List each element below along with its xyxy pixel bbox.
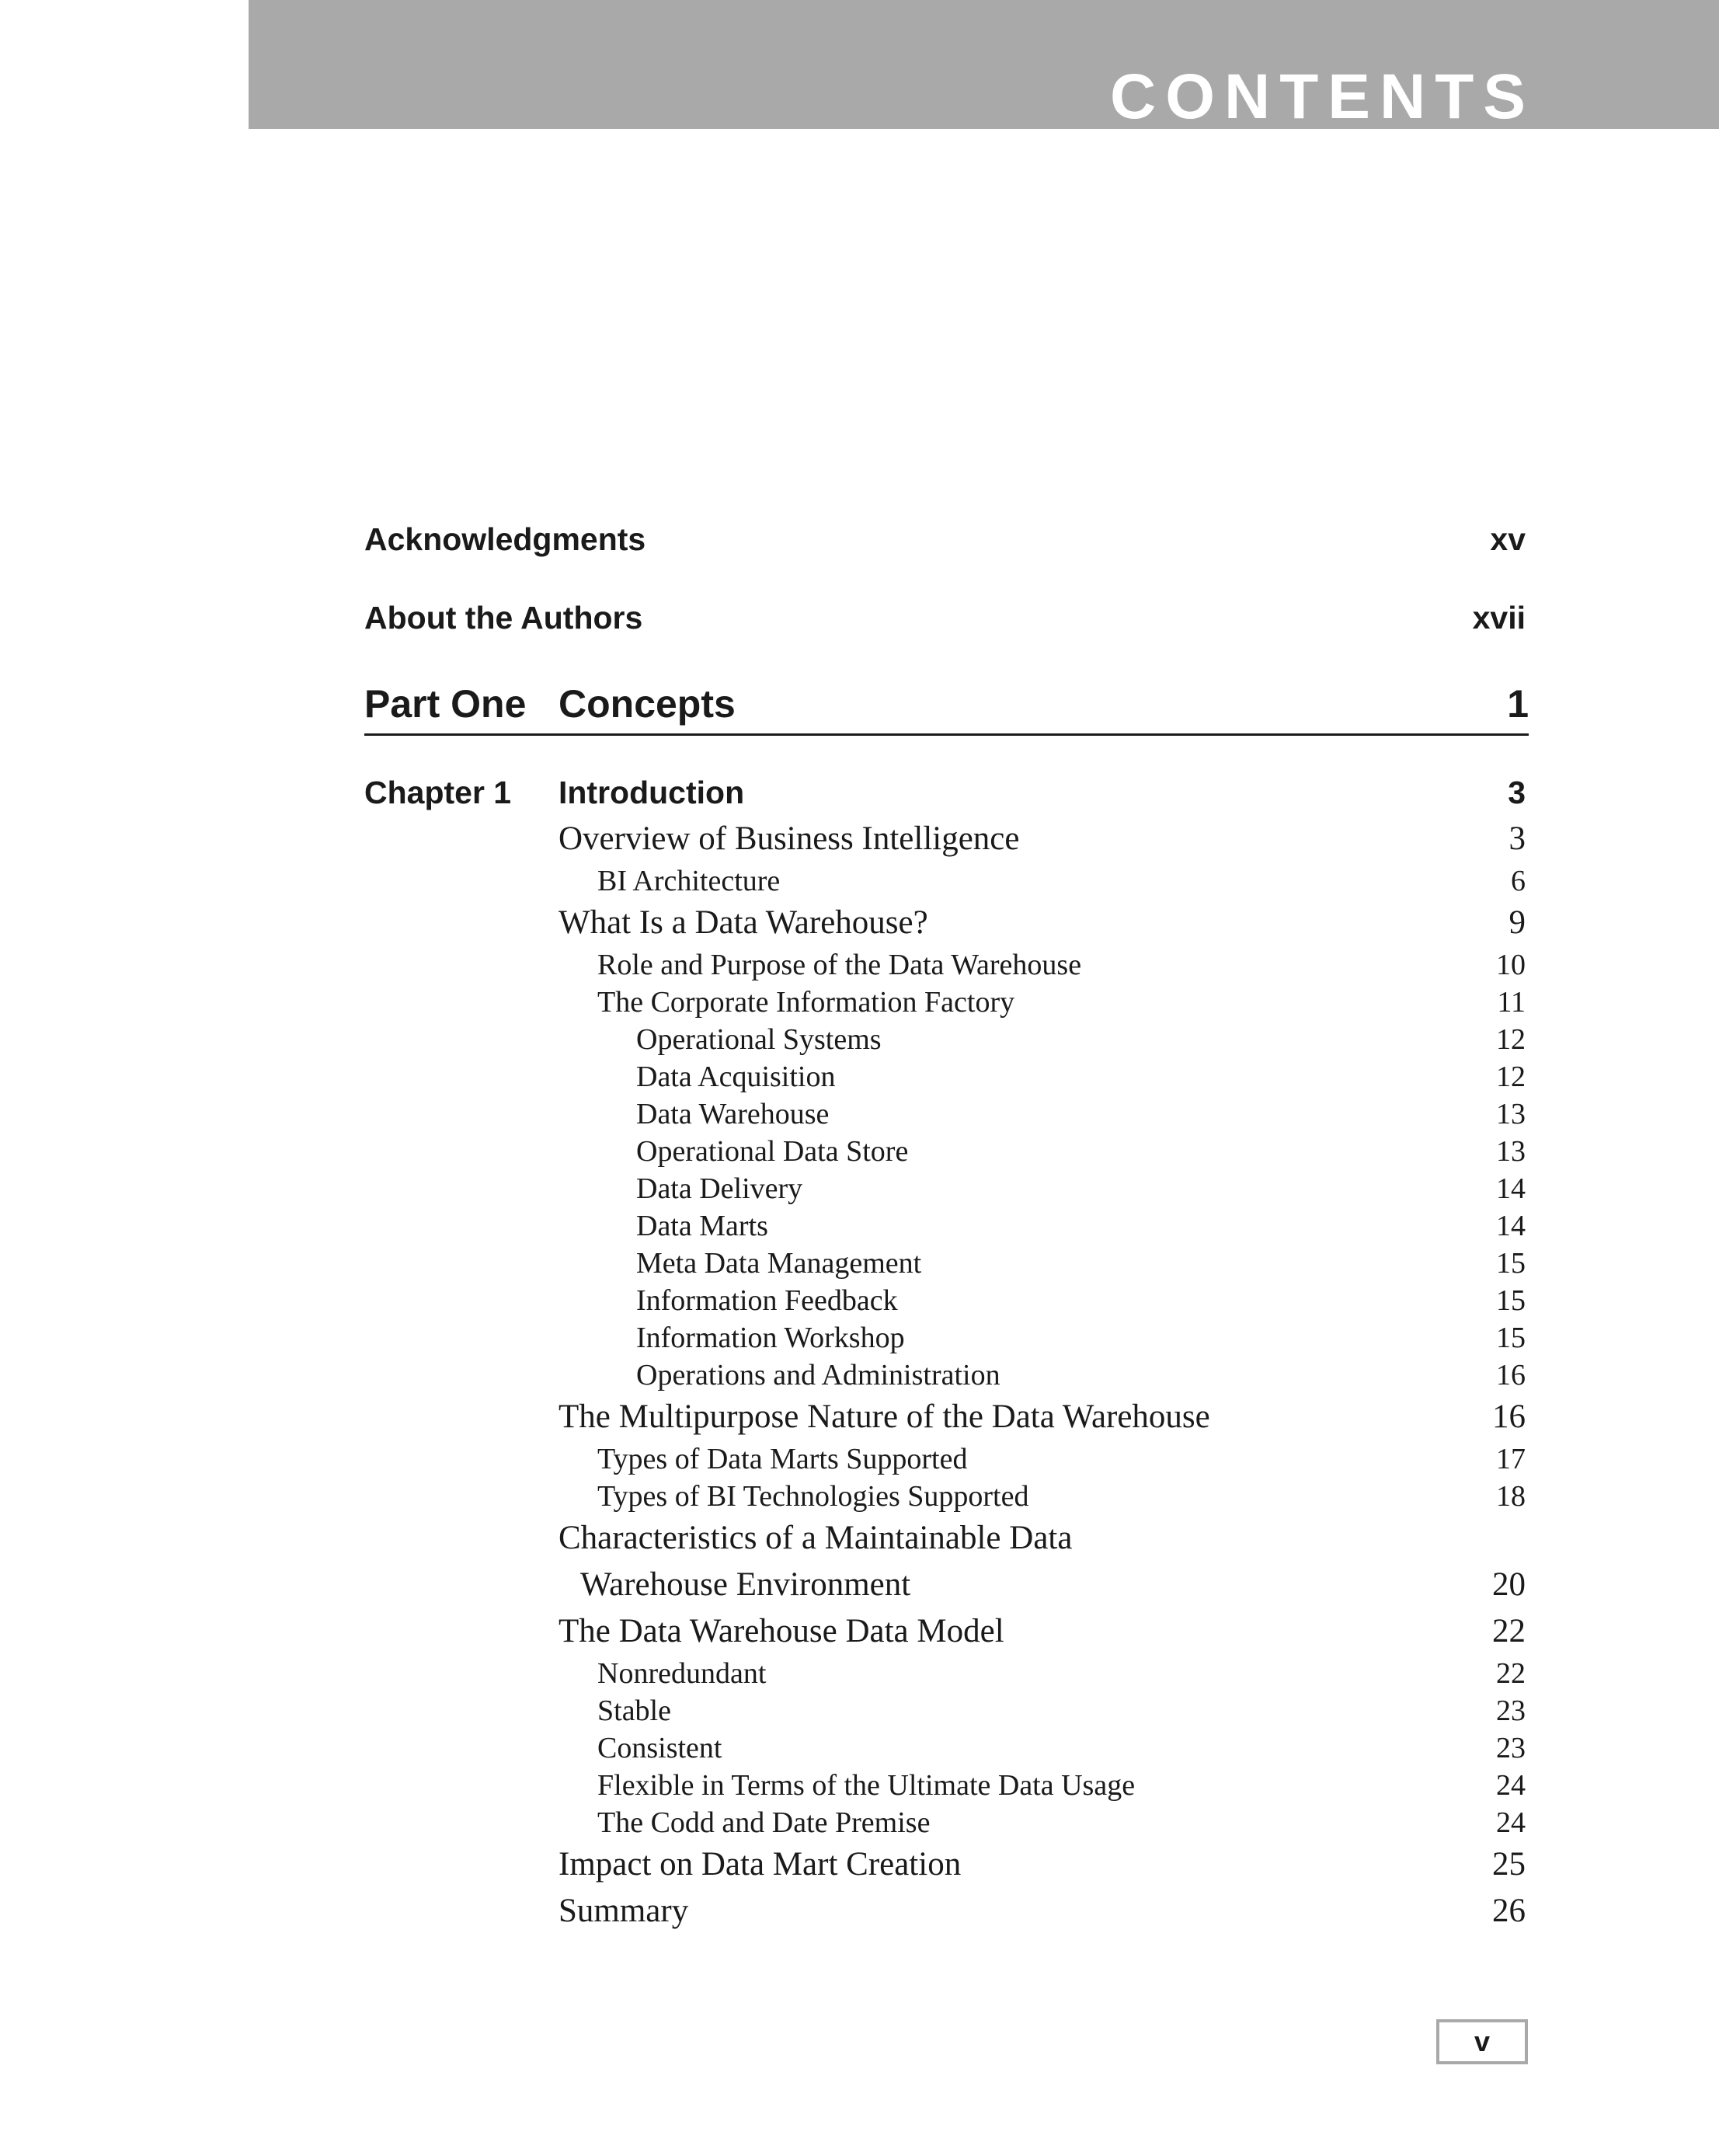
toc-entry-title: Types of Data Marts Supported — [597, 1443, 968, 1475]
part-title: Concepts — [559, 682, 736, 726]
toc-entry-page: 13 — [1496, 1098, 1526, 1130]
toc-entry-level-3[interactable] — [559, 1021, 1526, 1058]
toc-entry-title: Data Marts — [636, 1210, 768, 1242]
toc-entry-level-1[interactable] — [559, 1841, 1526, 1888]
toc-entry-level-1[interactable] — [559, 1515, 1526, 1608]
toc-entry-title: Data Warehouse — [636, 1098, 830, 1130]
toc-entry-page: 25 — [1492, 1846, 1526, 1883]
toc-entry-page: 24 — [1496, 1769, 1526, 1802]
toc-entry-page: 15 — [1496, 1322, 1526, 1354]
toc-entry-level-1[interactable] — [559, 816, 1526, 862]
toc-entry-level-2[interactable] — [559, 1804, 1526, 1841]
toc-entry-page: 23 — [1496, 1694, 1526, 1727]
toc-entries — [559, 816, 1526, 1935]
part-label: Part One — [364, 682, 527, 726]
toc-chapter-heading[interactable] — [364, 769, 1526, 816]
toc-entry-title: Meta Data Management — [636, 1247, 922, 1280]
toc-entry-page: 6 — [1511, 865, 1526, 897]
toc-entry-level-3[interactable] — [559, 1058, 1526, 1095]
toc-entry-title: Operational Systems — [636, 1023, 882, 1056]
toc-entry-title: Consistent — [597, 1732, 722, 1764]
chapter-title: Introduction — [559, 774, 745, 810]
front-matter-page: xvii — [1472, 599, 1526, 636]
front-matter-page: xv — [1490, 521, 1526, 557]
toc-part-heading[interactable] — [364, 674, 1529, 736]
toc-entry-page: 14 — [1496, 1210, 1526, 1242]
toc-entry-title: What Is a Data Warehouse? — [559, 904, 928, 941]
toc-entry-level-2[interactable] — [559, 1767, 1526, 1804]
toc-entry-level-1[interactable] — [559, 1394, 1526, 1440]
toc-entry-level-3[interactable] — [559, 1357, 1526, 1394]
toc-entry-title: Summary — [559, 1893, 689, 1929]
toc-entry-page: 12 — [1496, 1023, 1526, 1056]
toc-entry-level-2[interactable] — [559, 1692, 1526, 1729]
toc-entry-page: 10 — [1496, 949, 1526, 981]
toc-entry-level-3[interactable] — [559, 1319, 1526, 1357]
toc-entry-title: Operational Data Store — [636, 1135, 909, 1168]
toc-entry-title: The Data Warehouse Data Model — [559, 1613, 1004, 1649]
front-matter-title: Acknowledgments — [364, 521, 646, 557]
toc-entry-page: 22 — [1496, 1657, 1526, 1690]
chapter-label: Chapter 1 — [364, 774, 512, 810]
toc-front-matter-acknowledgments[interactable] — [364, 516, 1526, 563]
toc-entry-title-line: Characteristics of a Maintainable Data — [559, 1520, 1073, 1556]
page-number: v — [1474, 2025, 1491, 2057]
toc-entry-page: 15 — [1496, 1284, 1526, 1317]
toc-entry-page: 12 — [1496, 1061, 1526, 1093]
toc-entry-page: 13 — [1496, 1135, 1526, 1168]
toc-entry-level-3[interactable] — [559, 1095, 1526, 1133]
part-page: 1 — [1507, 682, 1529, 726]
toc-entry-level-1[interactable] — [559, 1608, 1526, 1655]
toc-entry-title: Types of BI Technologies Supported — [597, 1480, 1029, 1513]
page-title: CONTENTS — [1110, 61, 1535, 132]
toc-entry-title: Operations and Administration — [636, 1359, 1000, 1391]
toc-entry-level-3[interactable] — [559, 1245, 1526, 1282]
toc-entry-level-2[interactable] — [559, 1729, 1526, 1767]
toc-entry-title: Role and Purpose of the Data Warehouse — [597, 949, 1082, 981]
header-bar — [249, 0, 1719, 132]
toc-entry-page: 9 — [1508, 904, 1526, 941]
toc-entry-title: BI Architecture — [597, 865, 781, 897]
toc-entry-page: 3 — [1508, 820, 1526, 857]
toc-entry-page: 26 — [1492, 1893, 1526, 1929]
toc-entry-title: The Corporate Information Factory — [597, 986, 1015, 1019]
toc-entry-page: 22 — [1492, 1613, 1526, 1649]
toc-entry-title: Data Delivery — [636, 1172, 803, 1205]
toc-entry-page: 17 — [1496, 1443, 1526, 1475]
toc-entry-title: Data Acquisition — [636, 1061, 836, 1093]
toc-entry-page: 20 — [1492, 1566, 1526, 1603]
toc-entry-title — [559, 1515, 1072, 1608]
page-number-box — [1436, 2019, 1528, 2064]
toc-entry-title: Stable — [597, 1694, 671, 1727]
toc-entry-page: 23 — [1496, 1732, 1526, 1764]
toc-entry-title: Flexible in Terms of the Ultimate Data Usage — [597, 1769, 1136, 1802]
toc-entry-page: 18 — [1496, 1480, 1526, 1513]
toc-entry-level-3[interactable] — [559, 1207, 1526, 1245]
toc-entry-title: Information Feedback — [636, 1284, 898, 1317]
toc-entry-level-2[interactable] — [559, 1655, 1526, 1692]
front-matter-title: About the Authors — [364, 599, 643, 636]
toc-front-matter-about-authors[interactable] — [364, 594, 1526, 641]
toc-entry-level-2[interactable] — [559, 1440, 1526, 1478]
toc-entry-title-continuation: Warehouse Environment — [580, 1566, 911, 1603]
toc-entry-level-3[interactable] — [559, 1133, 1526, 1170]
toc-entry-level-1[interactable] — [559, 1888, 1526, 1935]
toc-entry-title: Nonredundant — [597, 1657, 767, 1690]
toc-entry-page: 15 — [1496, 1247, 1526, 1280]
toc-entry-title: Overview of Business Intelligence — [559, 820, 1020, 857]
toc-entry-page: 16 — [1496, 1359, 1526, 1391]
toc-entry-level-2[interactable] — [559, 984, 1526, 1021]
toc-entry-title: The Multipurpose Nature of the Data Warehouse — [559, 1398, 1210, 1435]
toc-entry-level-1[interactable] — [559, 900, 1526, 946]
toc-entry-level-2[interactable] — [559, 946, 1526, 984]
toc-entry-title: Information Workshop — [636, 1322, 905, 1354]
toc-entry-level-2[interactable] — [559, 1478, 1526, 1515]
toc-entry-level-3[interactable] — [559, 1170, 1526, 1207]
toc-entry-page: 16 — [1492, 1398, 1526, 1435]
toc-entry-page: 11 — [1497, 986, 1526, 1019]
toc-entry-page: 14 — [1496, 1172, 1526, 1205]
toc-entry-title: The Codd and Date Premise — [597, 1806, 931, 1839]
toc-entry-page: 24 — [1496, 1806, 1526, 1839]
chapter-page: 3 — [1508, 774, 1526, 810]
toc-entry-level-2[interactable] — [559, 862, 1526, 900]
toc-entry-level-3[interactable] — [559, 1282, 1526, 1319]
toc-entry-title: Impact on Data Mart Creation — [559, 1846, 962, 1883]
